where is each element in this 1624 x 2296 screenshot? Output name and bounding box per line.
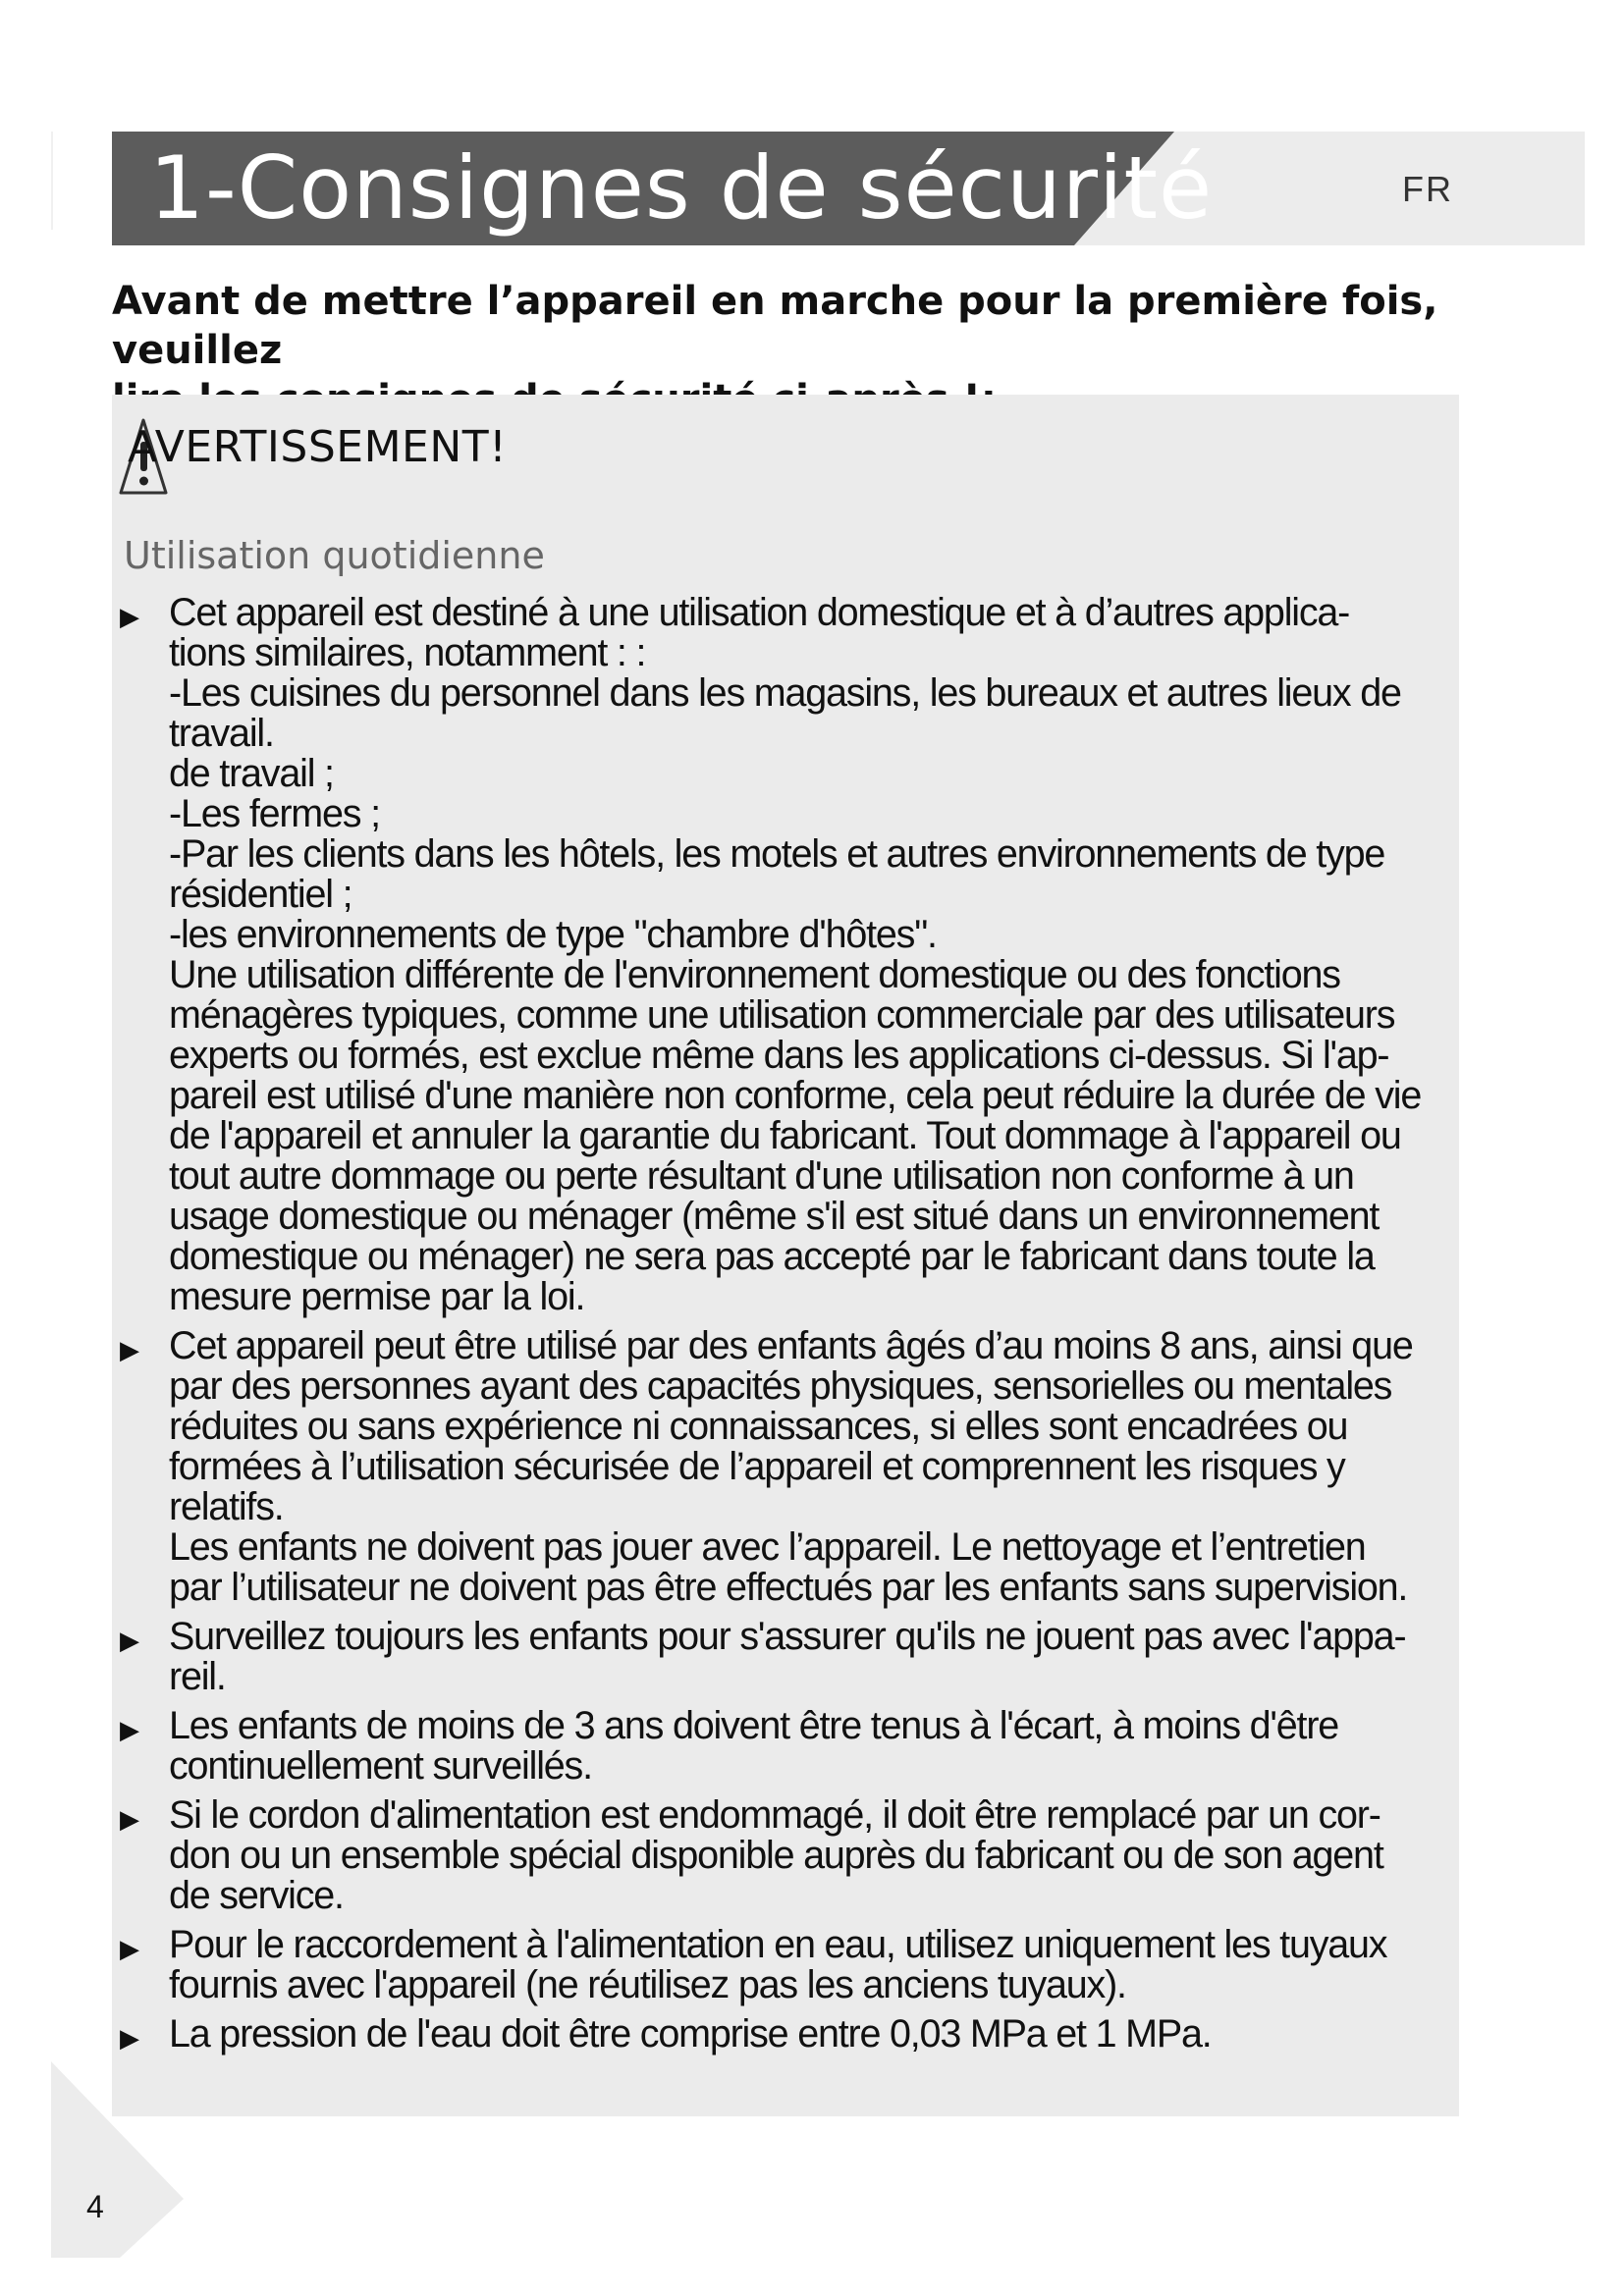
- bullet-text-line: -Les cuisines du personnel dans les magasins, les bureaux et autres lieux de: [169, 671, 1401, 715]
- page-edge-left: [51, 132, 53, 230]
- bullet-text-line: pareil est utilisé d'une manière non conforme, cela peut réduire la durée de vie: [169, 1074, 1422, 1117]
- triangle-right-icon: ▶: [120, 1804, 139, 1834]
- bullet-text-line: relatifs.: [169, 1485, 284, 1528]
- bullet-text-line: mesure permise par la loi.: [169, 1275, 585, 1318]
- bullet-item: [116, 2014, 1451, 2055]
- bullet-text-line: reil.: [169, 1655, 226, 1698]
- bullet-text-line: résidentiel ;: [169, 873, 352, 916]
- bullet-text-line: don ou un ensemble spécial disponible auprès du fabricant ou de son agent: [169, 1834, 1383, 1877]
- bullet-item: [116, 1925, 1451, 2005]
- bullet-text-line: La pression de l'eau doit être comprise entre 0,03 MPa et 1 MPa.: [169, 2012, 1212, 2056]
- bullet-text-line: de l'appareil et annuler la garantie du fabricant. Tout dommage à l'appareil ou: [169, 1114, 1401, 1157]
- triangle-right-icon: ▶: [120, 1934, 139, 1963]
- triangle-right-icon: ▶: [120, 1626, 139, 1655]
- bullet-item: [116, 1326, 1451, 1608]
- warning-title: AVERTISSEMENT!: [128, 422, 508, 472]
- bullet-text-line: Surveillez toujours les enfants pour s'assurer qu'ils ne jouent pas avec l'appa-: [169, 1615, 1406, 1658]
- bullet-text-line: de service.: [169, 1874, 344, 1917]
- bullet-text-line: -les environnements de type "chambre d'hôtes".: [169, 913, 937, 956]
- bullet-text-line: par des personnes ayant des capacités physiques, sensorielles ou mentales: [169, 1364, 1392, 1408]
- bullet-text-line: usage domestique ou ménager (même s'il est situé dans un environnement: [169, 1195, 1380, 1238]
- bullet-text-line: de travail ;: [169, 752, 334, 795]
- bullet-list: [116, 593, 1451, 2063]
- bullet-text-line: formées à l’utilisation sécurisée de l’appareil et comprennent les risques y: [169, 1445, 1345, 1488]
- triangle-right-icon: ▶: [120, 1715, 139, 1744]
- triangle-right-icon: ▶: [120, 1335, 139, 1364]
- bullet-text-line: -Les fermes ;: [169, 792, 380, 835]
- bullet-item: [116, 593, 1451, 1317]
- bullet-text-line: Une utilisation différente de l'environnement domestique ou des fonctions: [169, 953, 1340, 996]
- triangle-right-icon: ▶: [120, 602, 139, 631]
- bullet-text-line: continuellement surveillés.: [169, 1744, 592, 1788]
- bullet-text-line: domestique ou ménager) ne sera pas accepté par le fabricant dans toute la: [169, 1235, 1375, 1278]
- page-number: 4: [86, 2189, 104, 2224]
- bullet-text-line: travail.: [169, 712, 274, 755]
- language-code: FR: [1402, 169, 1453, 209]
- chapter-title: 1-Consignes de sécurité: [149, 137, 1214, 239]
- bullet-text-line: ménagères typiques, comme une utilisation commerciale par des utilisateurs: [169, 993, 1395, 1037]
- bullet-text-line: experts ou formés, est exclue même dans les applications ci-dessus. Si l'ap-: [169, 1034, 1389, 1077]
- bullet-item: [116, 1617, 1451, 1697]
- triangle-right-icon: ▶: [120, 2023, 139, 2053]
- intro-line: Avant de mettre l’appareil en marche pour la première fois, veuillez: [112, 279, 1438, 373]
- bullet-text-line: par l’utilisateur ne doivent pas être effectués par les enfants sans supervision.: [169, 1566, 1408, 1609]
- bullet-item: [116, 1706, 1451, 1787]
- page-tab-shape: [51, 2061, 189, 2258]
- bullet-text-line: Cet appareil est destiné à une utilisation domestique et à d’autres applica-: [169, 591, 1350, 634]
- bullet-text-line: réduites ou sans expérience ni connaissances, si elles sont encadrées ou: [169, 1405, 1348, 1448]
- bullet-text-line: Pour le raccordement à l'alimentation en eau, utilisez uniquement les tuyaux: [169, 1923, 1387, 1966]
- bullet-text-line: tout autre dommage ou perte résultant d'une utilisation non conforme à un: [169, 1154, 1354, 1198]
- section-title: Utilisation quotidienne: [124, 534, 545, 577]
- bullet-text-line: Cet appareil peut être utilisé par des enfants âgés d’au moins 8 ans, ainsi que: [169, 1324, 1413, 1367]
- bullet-text-line: fournis avec l'appareil (ne réutilisez pas les anciens tuyaux).: [169, 1963, 1126, 2006]
- bullet-item: [116, 1795, 1451, 1916]
- bullet-text-line: tions similaires, notamment : :: [169, 631, 646, 674]
- bullet-text-line: Les enfants de moins de 3 ans doivent être tenus à l'écart, à moins d'être: [169, 1704, 1339, 1747]
- bullet-text-line: -Par les clients dans les hôtels, les motels et autres environnements de type: [169, 832, 1385, 876]
- bullet-text-line: Les enfants ne doivent pas jouer avec l’appareil. Le nettoyage et l’entretien: [169, 1525, 1366, 1569]
- bullet-text-line: Si le cordon d'alimentation est endommagé, il doit être remplacé par un cor-: [169, 1793, 1380, 1837]
